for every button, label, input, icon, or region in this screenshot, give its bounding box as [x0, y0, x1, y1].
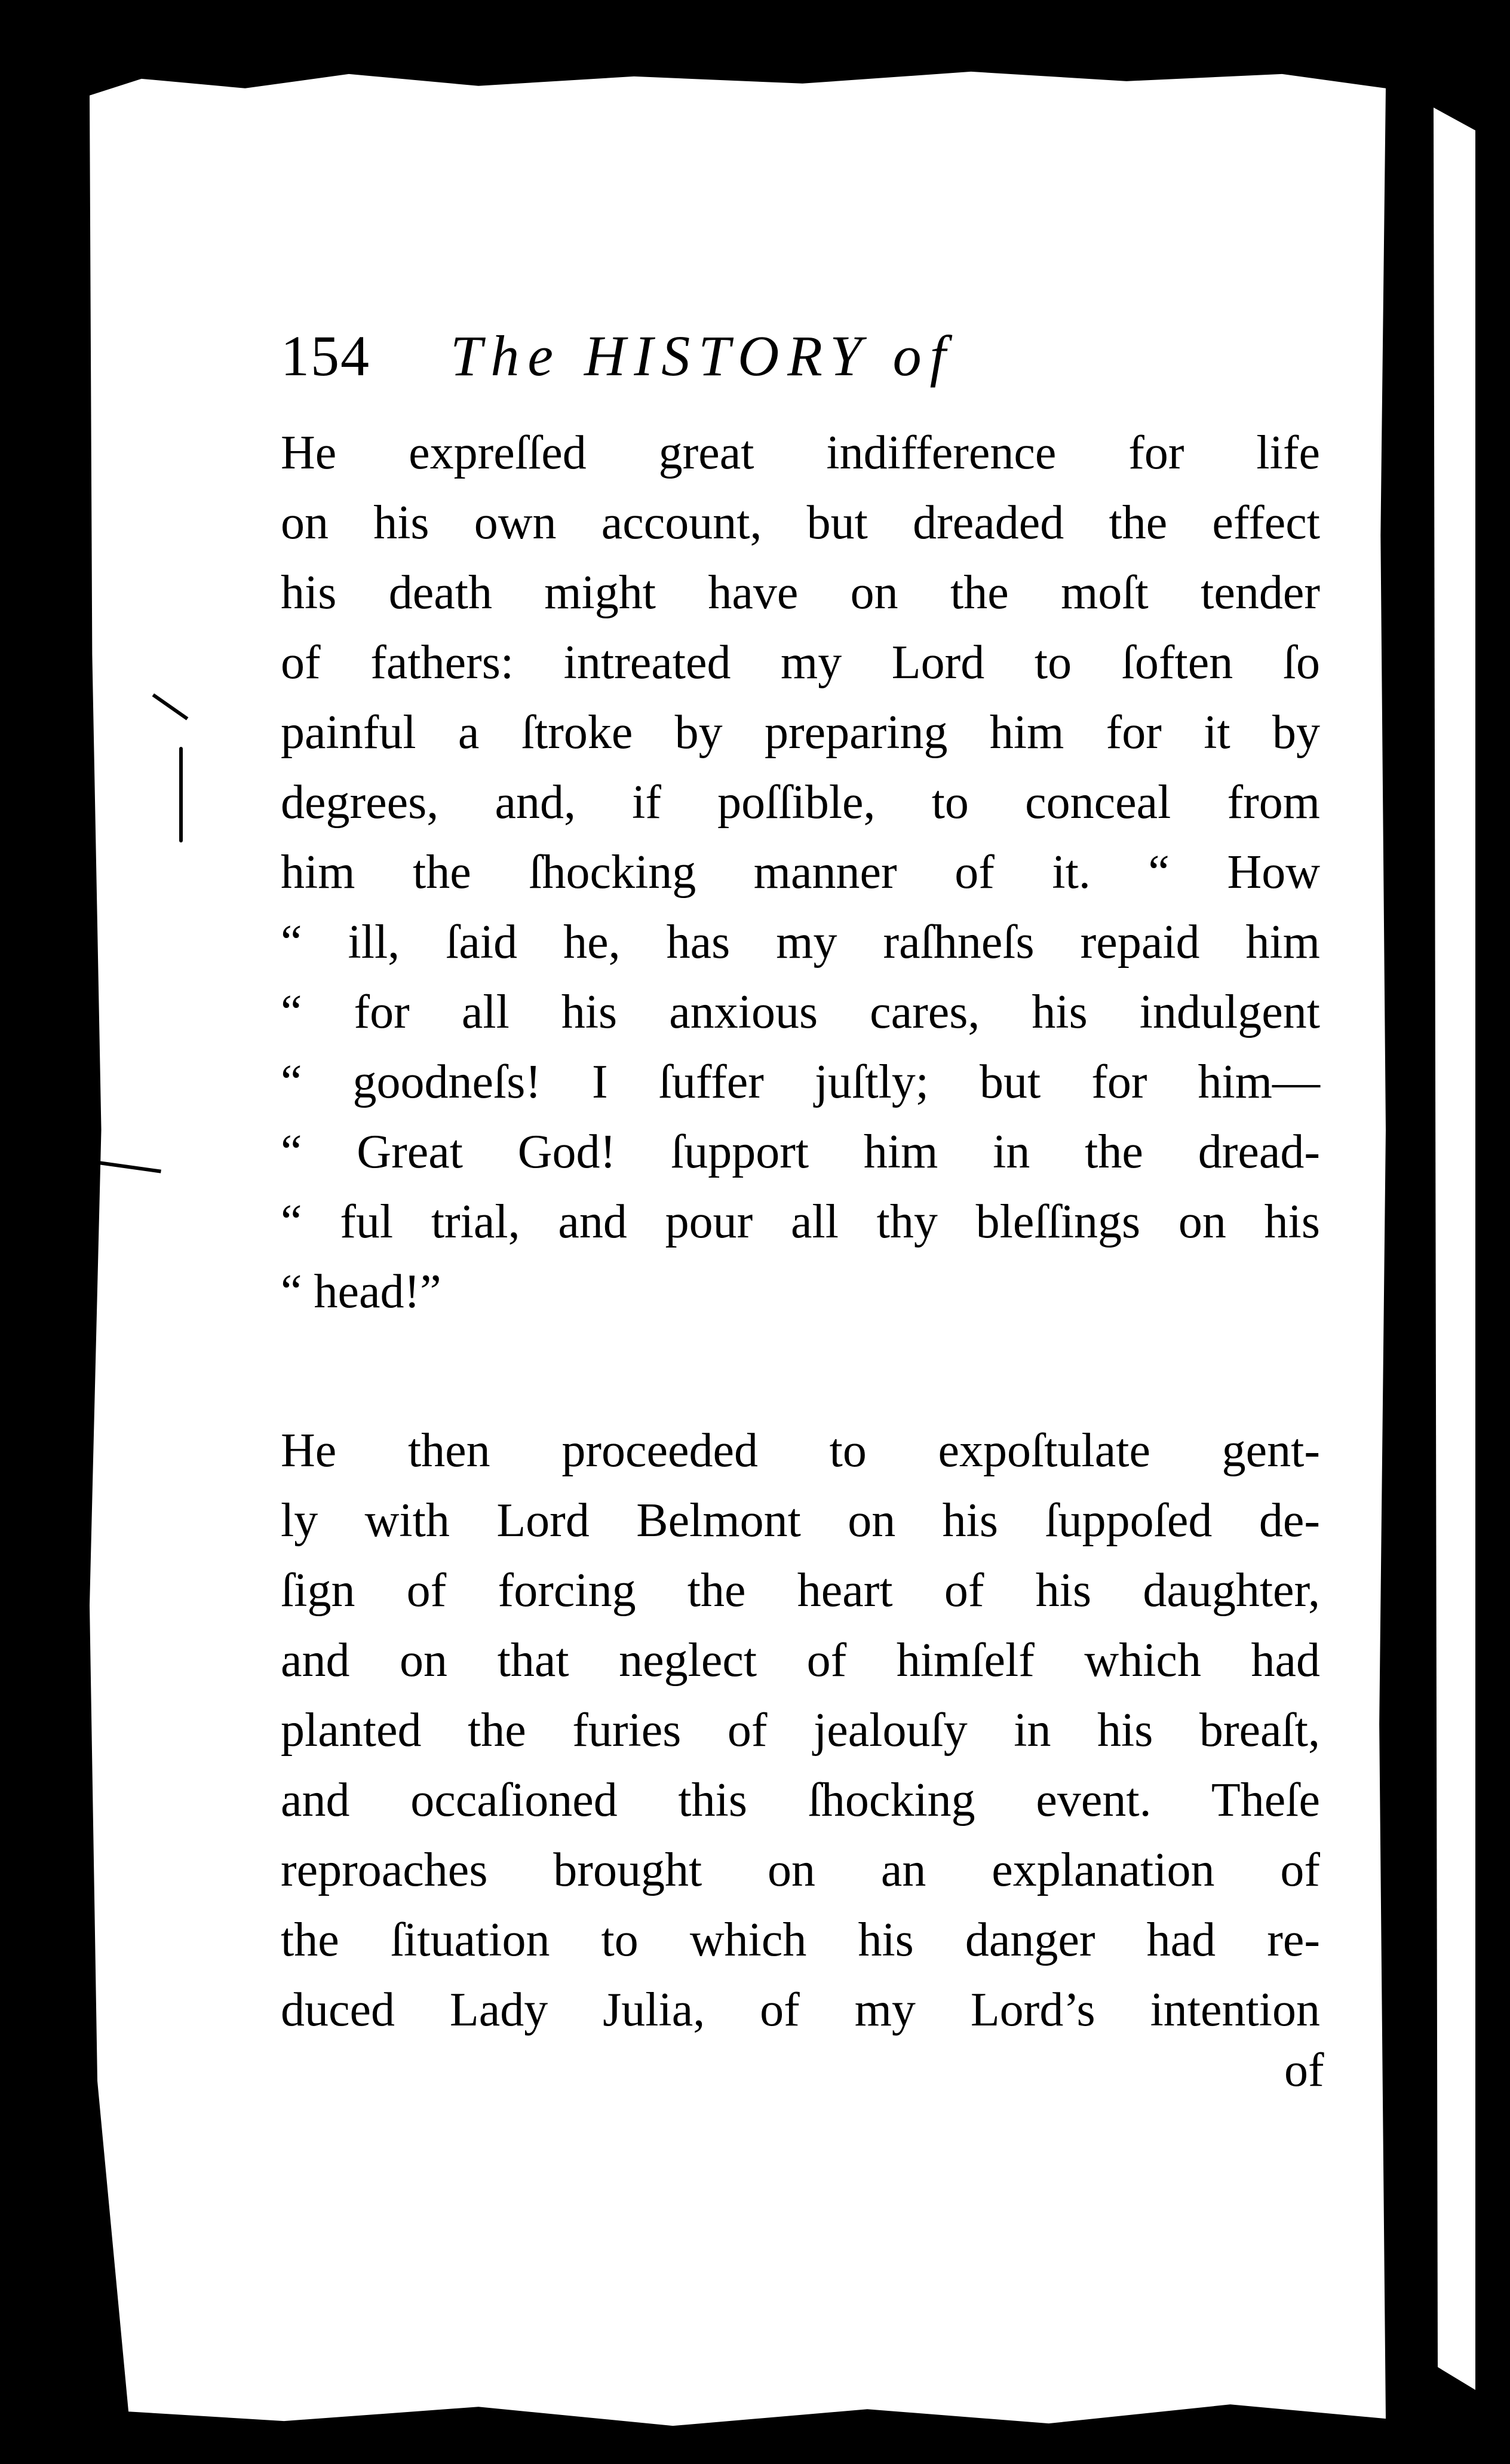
text-line: “ Great God! ſupport him in the dread- [281, 1126, 1320, 1178]
text-line: “ ful trial, and pour all thy bleſſings on his [281, 1196, 1320, 1248]
adjacent-page-edge [1434, 108, 1475, 2390]
text-line: ly with Lord Belmont on his ſuppoſed de- [281, 1494, 1320, 1547]
text-line: “ head!” [281, 1265, 441, 1318]
text-line: on his own account, but dreaded the effect [281, 497, 1320, 549]
text-line: and on that neglect of himſelf which had [281, 1634, 1320, 1687]
margin-mark [179, 747, 183, 842]
text-line: duced Lady Julia, of my Lord’s intention [281, 1984, 1320, 2036]
text-line: planted the furies of jealouſy in his breaſt, [281, 1704, 1320, 1757]
page-number: 154 [281, 324, 370, 388]
text-line: and occaſioned this ſhocking event. Theſe [281, 1774, 1320, 1826]
text-line: ſign of forcing the heart of his daughter, [281, 1564, 1320, 1617]
text-line: his death might have on the moſt tender [281, 566, 1320, 619]
text-line: “ ill, ſaid he, has my raſhneſs repaid him [281, 916, 1320, 969]
text-line: He then proceeded to expoſtulate gent- [281, 1424, 1320, 1477]
text-line: reproaches brought on an explanation of [281, 1844, 1320, 1896]
text-line: He expreſſed great indifference for life [281, 427, 1320, 479]
catchword: of [1284, 2044, 1324, 2097]
text-line: of fathers: intreated my Lord to ſoften ſo [281, 636, 1320, 689]
running-title: The HISTORY of [450, 324, 955, 388]
text-line: painful a ſtroke by preparing him for it by [281, 706, 1320, 759]
text-line: the ſituation to which his danger had re- [281, 1914, 1320, 1966]
text-line: “ for all his anxious cares, his indulgent [281, 986, 1320, 1038]
text-line: degrees, and, if poſſible, to conceal from [281, 776, 1320, 829]
page-header [281, 323, 954, 389]
paragraph-2 [281, 1416, 1320, 2045]
text-line: him the ſhocking manner of it. “ How [281, 846, 1320, 899]
paragraph-1 [281, 418, 1320, 1327]
text-line: “ goodneſs! I ſuffer juſtly; but for him— [281, 1056, 1320, 1108]
